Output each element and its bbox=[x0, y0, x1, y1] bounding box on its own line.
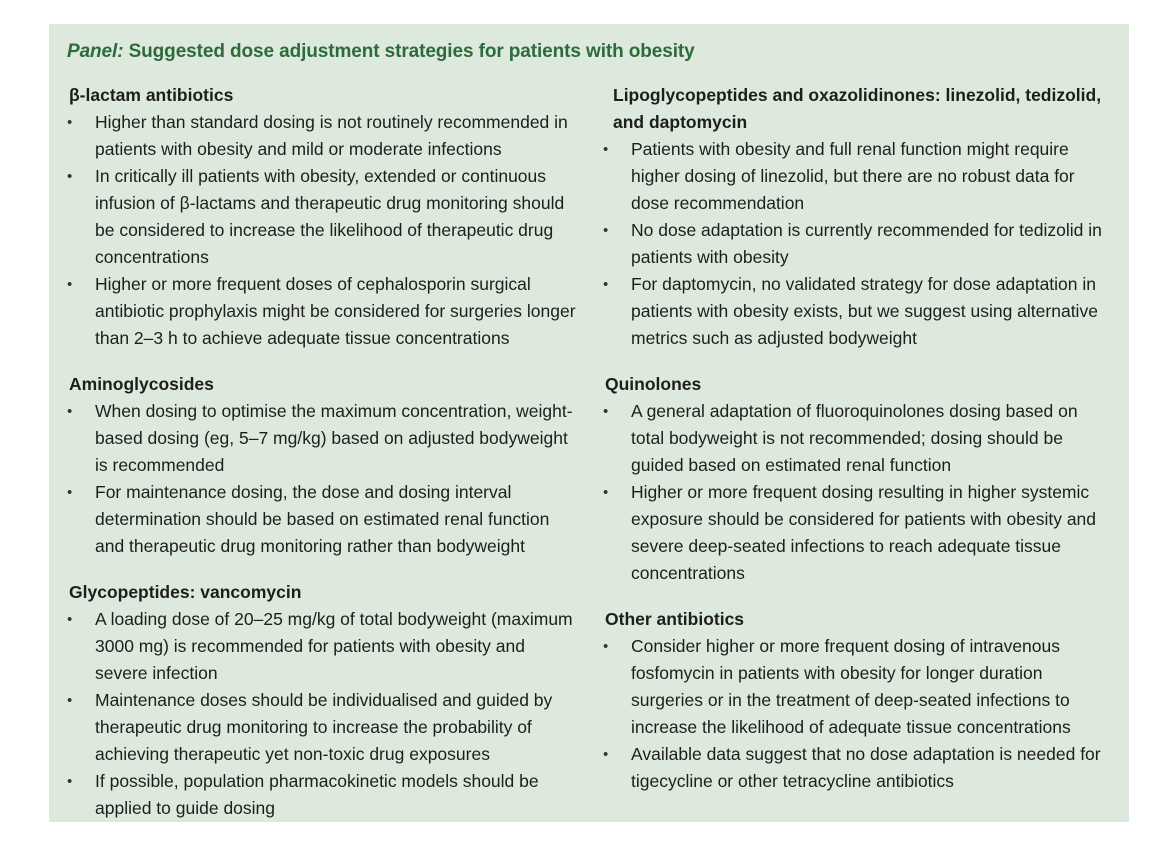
bullet-item: • A general adaptation of fluoroquinolones dosing based on total bodyweight is not recommended; dosing should be guided based on estimated renal function bbox=[603, 398, 1115, 479]
bullet-item: • Higher or more frequent dosing resulting in higher systemic exposure should be considered for patients with obesity and severe deep-seated infections to reach adequate tissue concentrations bbox=[603, 479, 1115, 587]
bullet-item: • For maintenance dosing, the dose and dosing interval determination should be based on estimated renal function and therapeutic drug monitoring rather than bodyweight bbox=[67, 479, 579, 560]
section-title: Lipoglycopeptides and oxazolidinones: linezolid, tedizolid, and daptomycin bbox=[613, 85, 1102, 132]
bullet-item: • Patients with obesity and full renal function might require higher dosing of linezolid, but there are no robust data for dose recommendation bbox=[603, 136, 1115, 217]
bullet-item: • For daptomycin, no validated strategy for dose adaptation in patients with obesity exists, but we suggest using alternative metrics such as adjusted bodyweight bbox=[603, 271, 1115, 352]
bullet-list bbox=[67, 398, 579, 560]
panel-title-lead: Panel: bbox=[67, 41, 124, 62]
bullet-item: • Maintenance doses should be individualised and guided by therapeutic drug monitoring to increase the probability of achieving therapeutic yet non-toxic drug exposures bbox=[67, 687, 579, 768]
section-title: Quinolones bbox=[605, 374, 702, 394]
section-aminoglycosides bbox=[67, 371, 579, 560]
bullet-list bbox=[603, 633, 1115, 795]
bullet-list bbox=[603, 398, 1115, 587]
left-column bbox=[67, 82, 579, 841]
bullet-item: • No dose adaptation is currently recommended for tedizolid in patients with obesity bbox=[603, 217, 1115, 271]
bullet-item: • In critically ill patients with obesity, extended or continuous infusion of β-lactams and therapeutic drug monitoring should be considered to increase the likelihood of therapeutic drug concentrations bbox=[67, 163, 579, 271]
section-lipoglycopeptides-and-oxazolidinones-linezolid-tedizolid-and-daptomycin bbox=[603, 82, 1115, 352]
bullet-item: • Higher than standard dosing is not routinely recommended in patients with obesity and mild or moderate infections bbox=[67, 109, 579, 163]
bullet-item: • Available data suggest that no dose adaptation is needed for tigecycline or other tetracycline antibiotics bbox=[603, 741, 1115, 795]
section-title: Glycopeptides: vancomycin bbox=[69, 582, 302, 602]
dose-adjustment-panel bbox=[49, 24, 1129, 822]
right-column bbox=[603, 82, 1115, 814]
panel-title bbox=[67, 41, 695, 63]
bullet-list bbox=[603, 136, 1115, 352]
bullet-item: • Consider higher or more frequent dosing of intravenous fosfomycin in patients with obesity for longer duration surgeries or in the treatment of deep-seated infections to increase the likelihood of adequate tissue concentrations bbox=[603, 633, 1115, 741]
bullet-item: • Higher or more frequent doses of cephalosporin surgical antibiotic prophylaxis might be considered for surgeries longer than 2–3 h to achieve adequate tissue concentrations bbox=[67, 271, 579, 352]
section-glycopeptides-vancomycin bbox=[67, 579, 579, 822]
bullet-item: • If possible, population pharmacokinetic models should be applied to guide dosing bbox=[67, 768, 579, 822]
bullet-item: • A loading dose of 20–25 mg/kg of total bodyweight (maximum 3000 mg) is recommended for patients with obesity and severe infection bbox=[67, 606, 579, 687]
bullet-list bbox=[67, 606, 579, 822]
section-lactam-antibiotics bbox=[67, 82, 579, 352]
section-other-antibiotics bbox=[603, 606, 1115, 795]
section-title: Other antibiotics bbox=[605, 609, 745, 629]
section-title: Aminoglycosides bbox=[69, 374, 214, 394]
section-quinolones bbox=[603, 371, 1115, 587]
bullet-item: • When dosing to optimise the maximum concentration, weight-based dosing (eg, 5–7 mg/kg) based on adjusted bodyweight is recommended bbox=[67, 398, 579, 479]
bullet-list bbox=[67, 109, 579, 352]
section-title: β-lactam antibiotics bbox=[69, 85, 234, 105]
panel-title-text: Suggested dose adjustment strategies for patients with obesity bbox=[123, 41, 695, 62]
